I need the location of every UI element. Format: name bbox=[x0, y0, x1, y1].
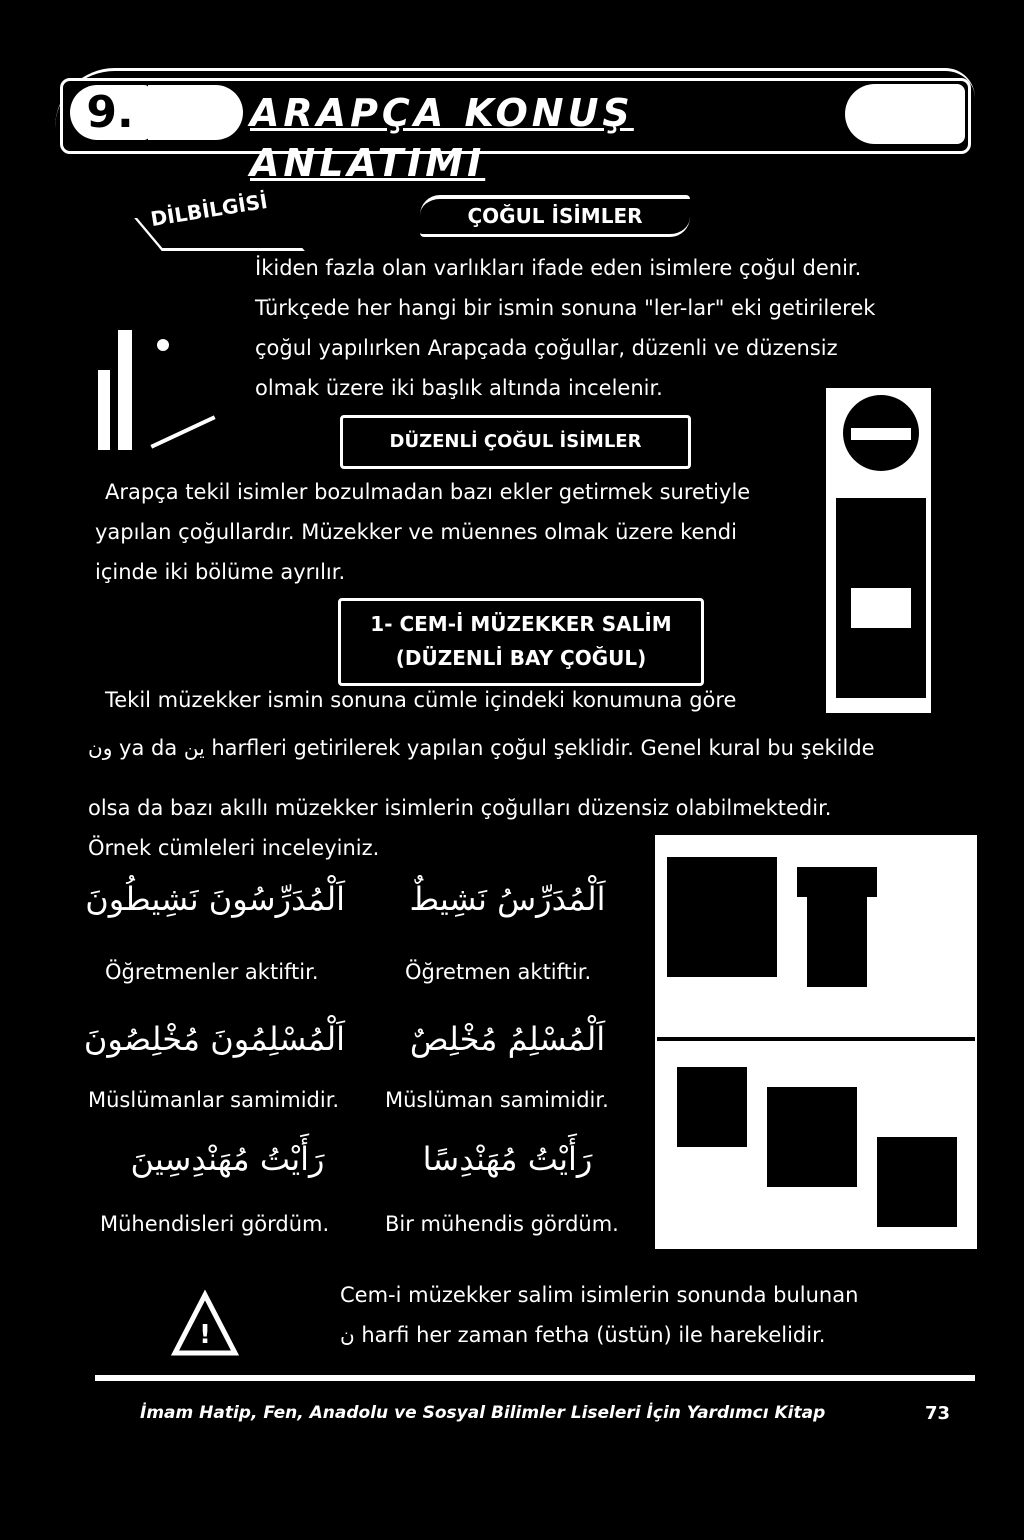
example-3-plural-arabic: رَأَيْتُ مُهَنْدِسِينَ bbox=[130, 1140, 325, 1178]
intro-line-4: olmak üzere iki başlık altında incelenir. bbox=[255, 376, 663, 400]
intro-line-2: Türkçede her hangi bir ismin sonuna "ler-lar" eki getirilerek bbox=[255, 296, 876, 320]
chapter-title: ARAPÇA KONUŞ ANLATIMI bbox=[250, 91, 634, 185]
rule-line-4: Örnek cümleleri inceleyiniz. bbox=[88, 836, 380, 860]
example-2-singular-translation: Müslüman samimidir. bbox=[385, 1088, 609, 1112]
cem-i-muzekker-box bbox=[338, 598, 704, 686]
example-1-singular-translation: Öğretmen aktiftir. bbox=[405, 960, 592, 984]
subsection-line-3: içinde iki bölüme ayrılır. bbox=[95, 560, 346, 584]
photo-classroom-illustration bbox=[655, 835, 977, 1249]
rule-line-2-rest: harfleri getirilerek yapılan çoğul şeklidir. Genel kural bu şekilde bbox=[204, 736, 875, 760]
arabic-ya-nun: ين bbox=[183, 736, 205, 760]
rule-ya-da: ya da bbox=[112, 736, 184, 760]
example-3-singular-translation: Bir mühendis gördüm. bbox=[385, 1212, 619, 1236]
photo-student-illustration bbox=[826, 388, 931, 713]
example-2-plural-arabic: اَلْمُسْلِمُونَ مُخْلِصُونَ bbox=[83, 1020, 345, 1058]
chapter-badge bbox=[148, 85, 243, 140]
section-title: ÇOĞUL İSİMLER bbox=[420, 195, 690, 237]
note-line-1: Cem-i müzekker salim isimlerin sonunda bulunan bbox=[340, 1283, 859, 1307]
example-3-plural-translation: Mühendisleri gördüm. bbox=[100, 1212, 330, 1236]
intro-line-1: İkiden fazla olan varlıkları ifade eden isimlere çoğul denir. bbox=[255, 256, 862, 280]
dilbilgisi-tag: DİLBİLGİSİ bbox=[148, 188, 270, 232]
intro-line-3: çoğul yapılırken Arapçada çoğullar, düzenli ve düzensiz bbox=[255, 336, 838, 360]
chapter-number: 9. bbox=[70, 85, 150, 140]
subsection-title: DÜZENLİ ÇOĞUL İSİMLER bbox=[340, 415, 691, 469]
rule-line-3: olsa da bazı akıllı müzekker isimlerin çoğulları düzensiz olabilmektedir. bbox=[88, 796, 832, 820]
page-number: 73 bbox=[925, 1403, 951, 1424]
cem-box-line-2: (DÜZENLİ BAY ÇOĞUL) bbox=[395, 646, 647, 670]
figure-illustration-icon bbox=[88, 290, 248, 460]
example-3-singular-arabic: رَأَيْتُ مُهَنْدِسًا bbox=[422, 1140, 593, 1178]
warning-icon bbox=[165, 1283, 245, 1363]
example-1-plural-translation: Öğretmenler aktiftir. bbox=[105, 960, 319, 984]
footer-rule bbox=[95, 1375, 975, 1381]
example-2-plural-translation: Müslümanlar samimidir. bbox=[88, 1088, 340, 1112]
arabic-waw-nun: ون bbox=[88, 736, 113, 760]
example-2-singular-arabic: اَلْمُسْلِمُ مُخْلِصٌ bbox=[409, 1020, 606, 1058]
note-line-2 bbox=[340, 1315, 825, 1355]
subsection-line-1: Arapça tekil isimler bozulmadan bazı ekler getirmek suretiyle bbox=[105, 480, 751, 504]
subsection-line-2: yapılan çoğullardır. Müzekker ve müennes olmak üzere kendi bbox=[95, 520, 737, 544]
rule-line-2 bbox=[88, 728, 875, 768]
rule-line-1: Tekil müzekker ismin sonuna cümle içindeki konumuna göre bbox=[105, 688, 737, 712]
svg-text:!: ! bbox=[199, 1320, 211, 1350]
chapter-end-pill bbox=[845, 84, 965, 144]
example-1-plural-arabic: اَلْمُدَرِّسُونَ نَشِيطُونَ bbox=[85, 880, 345, 918]
arabic-nun: ن bbox=[340, 1323, 355, 1347]
note-line-2-rest: harfi her zaman fetha (üstün) ile harekelidir. bbox=[354, 1323, 826, 1347]
photo-student-icon bbox=[826, 388, 931, 713]
cem-box-line-1: 1- CEM-İ MÜZEKKER SALİM bbox=[370, 612, 672, 636]
photo-classroom-icon bbox=[657, 837, 975, 1247]
example-1-singular-arabic: اَلْمُدَرِّسُ نَشِيطٌ bbox=[409, 880, 606, 918]
footer-text: İmam Hatip, Fen, Anadolu ve Sosyal Bilimler Liseleri İçin Yardımcı Kitap bbox=[140, 1403, 826, 1423]
